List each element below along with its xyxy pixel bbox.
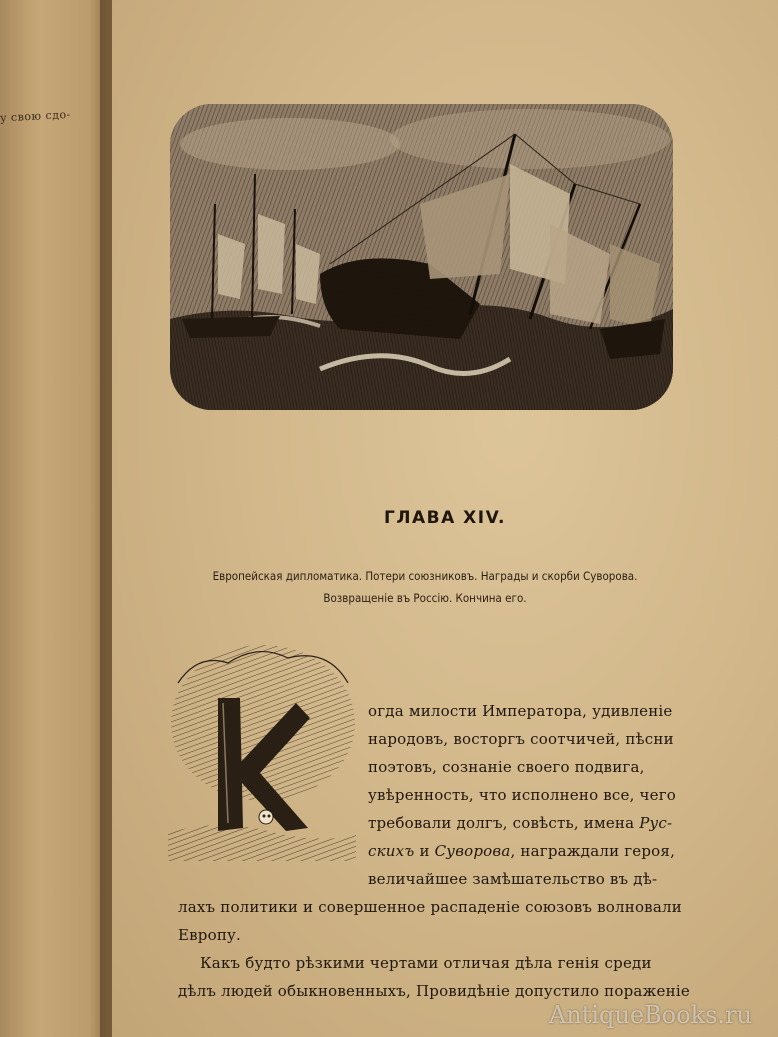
left-page: [0, 0, 112, 1037]
body-text-span: , награждали героя,: [510, 842, 676, 860]
chapter-summary-line-2: Возвращеніе въ Россію. Кончина его.: [323, 591, 527, 605]
watermark: AntiqueBooks.ru: [548, 1001, 752, 1029]
left-page-text-fragment: у свою сдо-: [0, 107, 72, 125]
body-text-line: [368, 814, 672, 832]
body-text-line: поэтовъ, сознаніе своего подвига,: [368, 758, 645, 776]
body-text-line: Какъ будто рѣзкими чертами отличая дѣла генія среди: [200, 954, 652, 972]
drop-cap-illustrated-letter: [168, 643, 356, 861]
body-text-line: лахъ политики и совершенное распаденіе союзовъ волновали: [178, 898, 682, 916]
body-text-line: Европу.: [178, 926, 242, 944]
body-text-line: огда милости Императора, удивленіе: [368, 702, 673, 720]
chapter-title: ГЛАВА XIV.: [384, 508, 506, 528]
body-text-line: величайшее замѣшательство въ дѣ-: [368, 870, 658, 888]
ship-engraving-illustration: [170, 104, 673, 410]
body-text-line: дѣлъ людей обыкновенныхъ, Провидѣніе допустило пораженіе: [178, 982, 690, 1000]
body-text-line: увѣренность, что исполнено все, чего: [368, 786, 677, 804]
chapter-summary: [175, 565, 675, 609]
body-text-line: народовъ, восторгъ соотчичей, пѣсни: [368, 730, 674, 748]
body-text-span: и: [414, 842, 435, 860]
italic-name-suvorov: Суворова: [434, 842, 511, 860]
italic-name-rus-end: скихъ: [368, 842, 415, 860]
chapter-summary-line-1: Европейская дипломатика. Потери союзниковъ. Награды и скорби Суворова.: [212, 569, 638, 583]
body-text-span: требовали долгъ, совѣсть, имена: [368, 814, 640, 832]
italic-name-rus: Рус-: [639, 814, 673, 832]
body-text-line: [368, 842, 675, 860]
